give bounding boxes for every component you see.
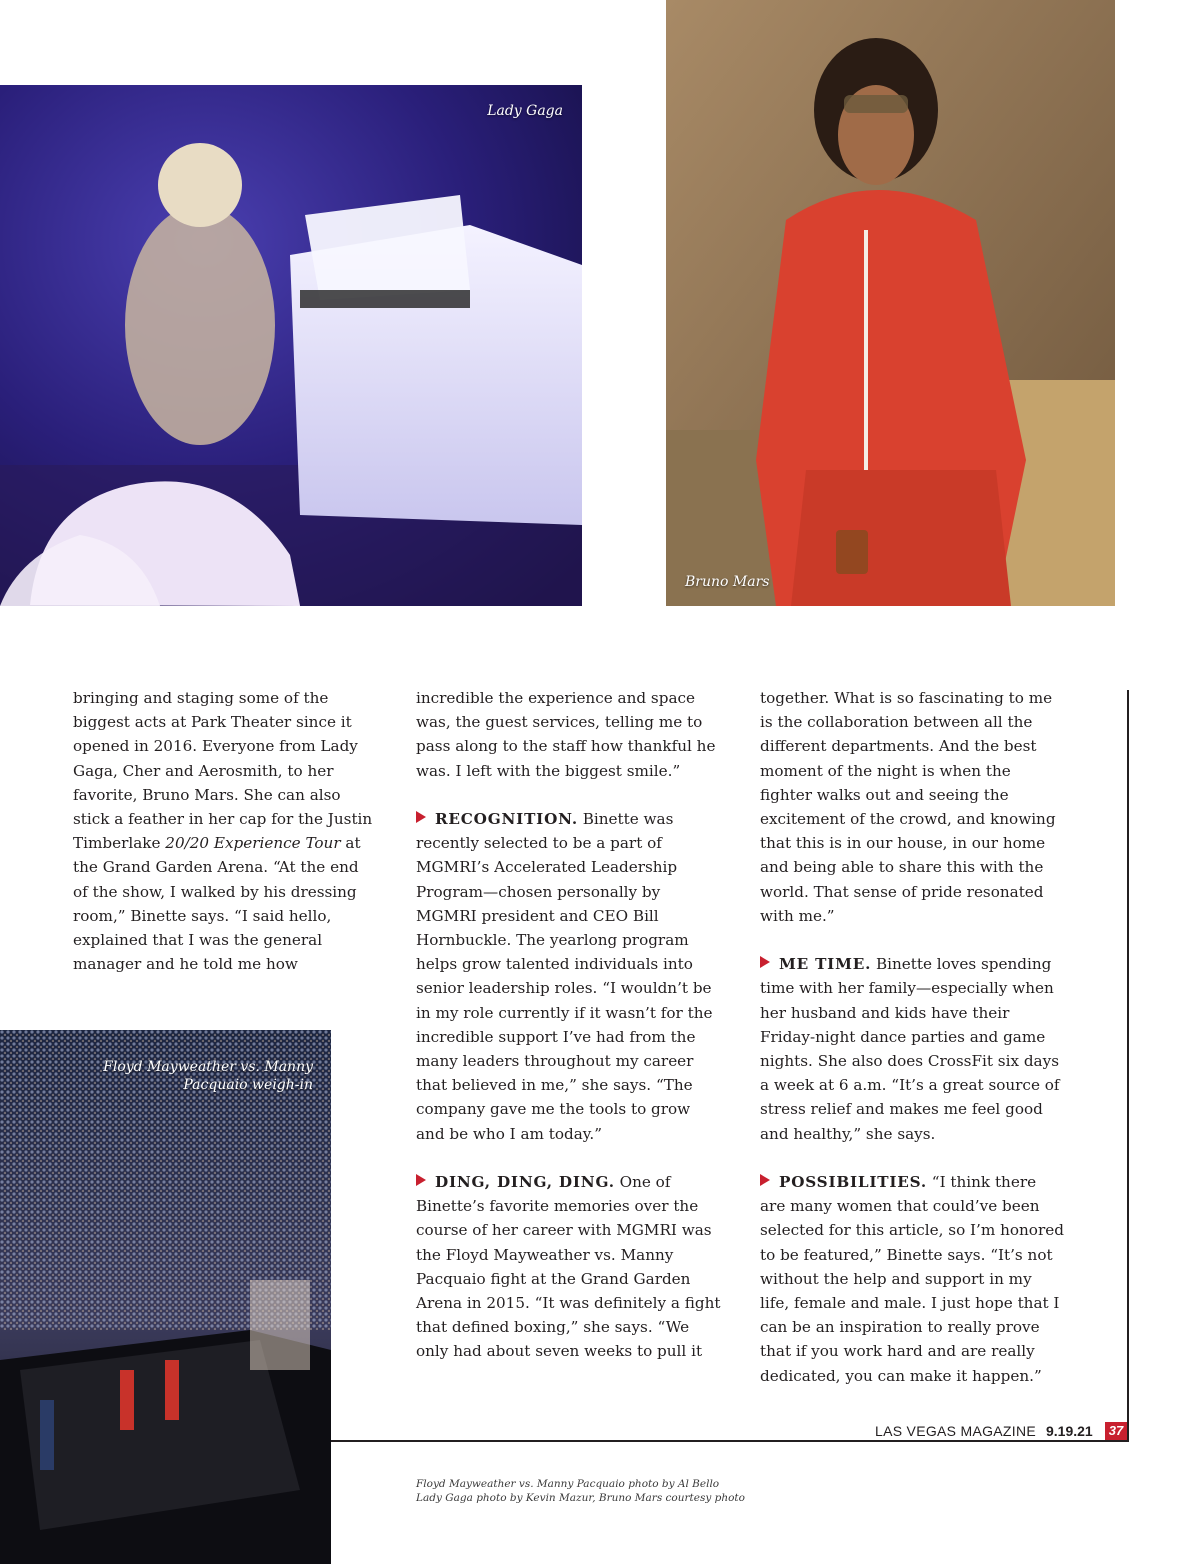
possibilities-paragraph	[760, 1170, 1065, 1388]
col1-text-b: at the Grand Garden Arena. “At the end of the show, I walked by his dressing room,” Binette says. “I said hello, explained that I was the general manager and he told me how	[73, 834, 361, 974]
magazine-name: LAS VEGAS MAGAZINE	[875, 1423, 1036, 1439]
credit-line-2: Lady Gaga photo by Kevin Mazur, Bruno Mars courtesy photo	[416, 1492, 745, 1504]
recognition-text: Binette was recently selected to be a part of MGMRI’s Accelerated Leadership Program—chosen personally by MGMRI president and CEO Bill Hornbuckle. The yearlong program helps grow talented individuals into senior leadership roles. “I wouldn’t be in my role currently if it wasn’t for the incredible support I’ve had from the many leaders throughout my career that believed in me,” she says. “The company gave me the tools to grow and be who I am today.”	[416, 810, 713, 1143]
triangle-bullet-icon	[416, 1174, 426, 1186]
issue-date: 9.19.21	[1046, 1423, 1093, 1439]
ding-heading: DING, DING, DING.	[435, 1173, 615, 1192]
metime-text: Binette loves spending time with her family—especially when her husband and kids have their Friday-night dance parties and game nights. She also does CrossFit six days a week at 6 a.m. “It’s a great source of stress relief and makes me feel good and healthy,” she says.	[760, 955, 1060, 1143]
body-column-2	[416, 686, 721, 1364]
possibilities-text: “I think there are many women that could’ve been selected for this article, so I’m honored to be featured,” Binette says. “It’s not without the help and support in my life, female and male. I just hope that I can be an inspiration to really prove that if you work hard and are really dedicated, you can make it happen.”	[760, 1173, 1064, 1385]
possibilities-heading: POSSIBILITIES.	[779, 1173, 927, 1192]
triangle-bullet-icon	[416, 811, 426, 823]
col1-paragraph	[73, 686, 373, 976]
body-column-3	[760, 686, 1065, 1388]
bruno-mars-photo	[666, 0, 1115, 606]
metime-paragraph	[760, 952, 1065, 1146]
tour-title: 20/20 Experience Tour	[165, 834, 341, 853]
lady-gaga-caption: Lady Gaga	[487, 103, 563, 119]
page-footer	[875, 1422, 1127, 1440]
fight-caption-line2: Pacquaio weigh-in	[183, 1077, 313, 1093]
triangle-bullet-icon	[760, 956, 770, 968]
credit-line-1: Floyd Mayweather vs. Manny Pacquaio photo by Al Bello	[416, 1478, 720, 1490]
bruno-mars-caption: Bruno Mars	[685, 574, 770, 590]
recognition-paragraph	[416, 807, 721, 1146]
ding-paragraph	[416, 1170, 721, 1364]
ding-text: One of Binette’s favorite memories over the course of her career with MGMRI was the Floyd Mayweather vs. Manny Pacquaio fight at the Grand Garden Arena in 2015. “It was definitely a fight that defined boxing,” she says. “We only had about seven weeks to pull it	[416, 1173, 721, 1361]
recognition-heading: RECOGNITION.	[435, 810, 578, 828]
triangle-bullet-icon	[760, 1174, 770, 1186]
metime-heading: ME TIME.	[779, 955, 872, 974]
body-column-1	[73, 686, 373, 976]
page-number: 37	[1105, 1422, 1127, 1440]
lady-gaga-photo	[0, 85, 582, 606]
col1-text-a: bringing and staging some of the biggest acts at Park Theater since it opened in 2016. Everyone from Lady Gaga, Cher and Aerosmith, to her favorite, Bruno Mars. She can also stick a feather in her cap for the Justin Timberlake	[73, 689, 373, 853]
photo-credits	[416, 1477, 745, 1505]
fight-weigh-in-photo	[0, 1030, 331, 1564]
col2-paragraph-1: incredible the experience and space was, the guest services, telling me to pass along to the staff how thankful he was. I left with the biggest smile.”	[416, 689, 716, 780]
col3-paragraph-1: together. What is so fascinating to me is the collaboration between all the different departments. And the best moment of the night is when the fighter walks out and seeing the excitement of the crowd, and knowing that this is in our house, in our home and being able to share this with the world. That sense of pride resonated with me.”	[760, 689, 1056, 925]
fight-caption	[103, 1058, 313, 1094]
horizontal-rule	[331, 1440, 1129, 1442]
vertical-rule	[1127, 690, 1129, 1442]
fight-caption-line1: Floyd Mayweather vs. Manny	[103, 1059, 313, 1075]
